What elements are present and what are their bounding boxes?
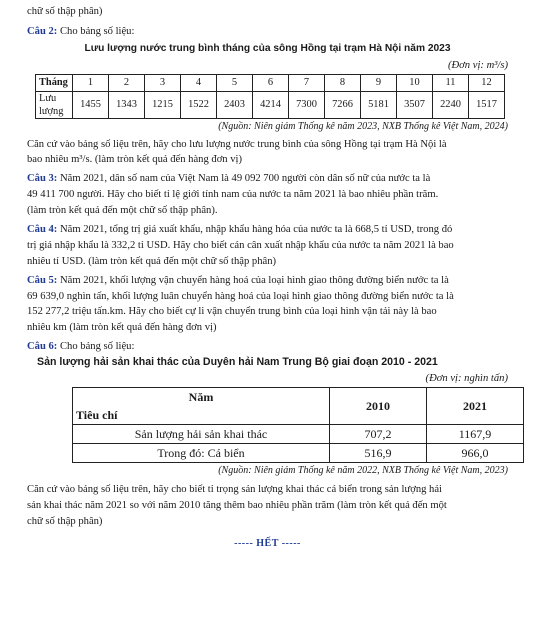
- flow-cell: 1455: [73, 91, 109, 118]
- question-3: [27, 171, 508, 187]
- flow-cell: 7300: [289, 91, 325, 118]
- table-row: [73, 443, 524, 462]
- question-4-line-2: trị giá nhập khẩu là 332,2 tỉ USD. Hãy cho biết cán cân xuất nhập khẩu của nước ta năm 2021 là bao: [27, 239, 454, 251]
- month-header: Tháng: [36, 74, 73, 91]
- table-1-title: Lưu lượng nước trung bình tháng của sông Hồng tại trạm Hà Nội năm 2023: [84, 42, 451, 54]
- question-4-line-1: Năm 2021, tổng trị giá xuất khẩu, nhập khẩu hàng hóa của nước ta là 668,5 tỉ USD, trong đó: [57, 224, 453, 236]
- question-2-text: Cho bảng số liệu:: [57, 25, 135, 37]
- seafood-table: [72, 387, 524, 463]
- year-cell: 2010: [330, 387, 427, 424]
- question-2-prompt-1: Căn cứ vào bảng số liệu trên, hãy cho lưu lượng nước trung bình của sông Hồng tại trạm Hà Nội là: [27, 138, 447, 150]
- question-2-prompt-2: bao nhiêu m³/s. (làm tròn kết quả đến hàng đơn vị): [27, 154, 243, 166]
- table-1-month-row: [36, 74, 505, 91]
- flow-cell: 7266: [325, 91, 361, 118]
- question-3-line-1: Năm 2021, dân số nam của Việt Nam là 49 092 700 người còn dân số nữ của nước ta là: [57, 173, 431, 185]
- criteria-header: Tiêu chí: [73, 406, 330, 425]
- value-cell: 707,2: [330, 424, 427, 443]
- month-cell: 7: [289, 74, 325, 91]
- end-marker: ----- HẾT -----: [234, 537, 301, 549]
- flow-cell: 1343: [109, 91, 145, 118]
- flow-cell: 2240: [433, 91, 469, 118]
- flow-cell: 1522: [181, 91, 217, 118]
- month-cell: 2: [109, 74, 145, 91]
- table-1-flow-row: [36, 91, 505, 118]
- question-5-line-1: Năm 2021, khối lượng vận chuyển hàng hoá của loại hình giao thông đường biển nước ta là: [57, 274, 449, 286]
- month-cell: 6: [253, 74, 289, 91]
- value-cell: 516,9: [330, 443, 427, 462]
- table-2-title: Sản lượng hải sản khai thác của Duyên hải Nam Trung Bộ giai đoạn 2010 - 2021: [37, 356, 438, 369]
- flow-cell: 1517: [469, 91, 505, 118]
- value-cell: 966,0: [427, 443, 524, 462]
- question-3-line-3: (làm tròn kết quả đến một chữ số thập phân).: [27, 205, 218, 217]
- question-3-line-2: 49 411 700 người. Hãy cho biết tỉ lệ giới tính nam của nước ta năm 2021 là bao nhiêu phần trăm.: [27, 189, 439, 201]
- table-2-year-row: [73, 387, 524, 406]
- intro-tail: chữ số thập phân): [27, 6, 103, 17]
- month-cell: 1: [73, 74, 109, 91]
- table-1-unit: (Đơn vị: m³/s): [447, 60, 508, 72]
- flow-cell: 1215: [145, 91, 181, 118]
- month-cell: 8: [325, 74, 361, 91]
- flow-row-label: Lưu lượng: [36, 91, 73, 118]
- year-header: Năm: [73, 387, 330, 406]
- question-5-label: Câu 5:: [27, 274, 58, 286]
- question-6-prompt-3: chữ số thập phân): [27, 515, 103, 527]
- flow-cell: 4214: [253, 91, 289, 118]
- question-6-prompt-2: sản khai thác năm 2021 so với năm 2010 tăng thêm bao nhiêu phần trăm (làm tròn kết quả đến một: [27, 499, 447, 511]
- question-5-line-3: 152 277,2 triệu tấn.km. Hãy cho biết cự li vận chuyển trung bình của loại hình vận tải này là bao: [27, 306, 437, 318]
- month-cell: 5: [217, 74, 253, 91]
- question-6-text: Cho bảng số liệu:: [57, 341, 135, 353]
- flow-cell: 3507: [397, 91, 433, 118]
- question-2-label: Câu 2:: [27, 25, 58, 37]
- month-cell: 3: [145, 74, 181, 91]
- question-4-label: Câu 4:: [27, 224, 58, 236]
- month-cell: 9: [361, 74, 397, 91]
- question-5-line-4: nhiêu km (làm tròn kết quả đến hàng đơn vị): [27, 322, 217, 334]
- table-2-unit: (Đơn vị: nghìn tấn): [425, 373, 508, 385]
- question-5-line-2: 69 639,0 nghìn tấn, khối lượng luân chuyển hàng hoá của loại hình giao thông đường biển nước ta là: [27, 290, 454, 302]
- row-label: Trong đó: Cá biển: [73, 443, 330, 462]
- row-label: Sản lượng hải sản khai thác: [73, 424, 330, 443]
- question-4: [27, 222, 508, 238]
- table-1-source: (Nguồn: Niên giám Thống kê năm 2023, NXB Thống kê Việt Nam, 2024): [218, 120, 508, 132]
- question-6-prompt-1: Căn cứ vào bảng số liệu trên, hãy cho biết tỉ trọng sản lượng khai thác cá biển trong sản lượng hải: [27, 483, 442, 495]
- value-cell: 1167,9: [427, 424, 524, 443]
- table-2-source: (Nguồn: Niên giám Thống kê năm 2022, NXB Thống kê Việt Nam, 2023): [218, 464, 508, 476]
- question-6-label: Câu 6:: [27, 341, 58, 353]
- question-2: [27, 24, 508, 40]
- flow-cell: 2403: [217, 91, 253, 118]
- river-flow-table: [35, 74, 505, 119]
- month-cell: 11: [433, 74, 469, 91]
- question-6: [27, 339, 508, 355]
- question-4-line-3: nhiêu tỉ USD. (làm tròn kết quả đến một chữ số thập phân): [27, 255, 277, 267]
- month-cell: 12: [469, 74, 505, 91]
- question-3-label: Câu 3:: [27, 173, 58, 185]
- month-cell: 10: [397, 74, 433, 91]
- month-cell: 4: [181, 74, 217, 91]
- flow-cell: 5181: [361, 91, 397, 118]
- question-5: [27, 273, 508, 289]
- table-row: [73, 424, 524, 443]
- year-cell: 2021: [427, 387, 524, 424]
